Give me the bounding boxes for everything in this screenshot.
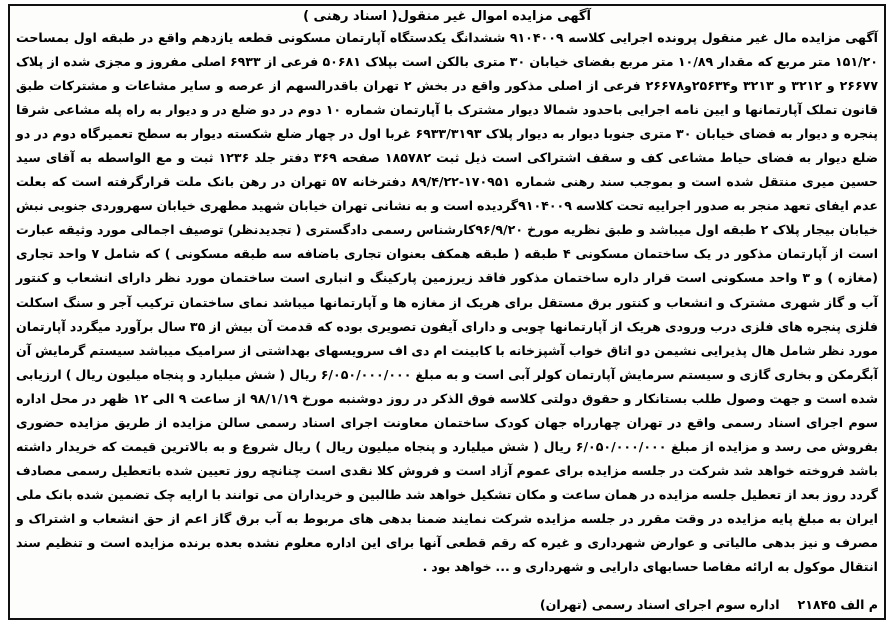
- footer-office: اداره سوم اجرای اسناد رسمی (تهران): [539, 597, 780, 612]
- notice-title: آگهی مزایده اموال غیر منقول( اسناد رهنی ): [303, 9, 591, 24]
- notice-body: آگهی مزایده مال غیر منقول پرونده اجرایی کلاسه ۹۱۰۴۰۰۹ ششدانگ یکدستگاه آپارتمان مسکونی قطعه یازدهم واقع در طبقه اول بمساحت ۱۵۱/۲۰ متر مربع که مقدار ۱۰/۸۹ متر مربع بفضای خیابان ۳۰ متری بالکن است بپلاک ۵۰۶۸۱ فرعی از ۶۹۳۳ اصلی مفروز و مجزی شده از پلاک ۲۶۶۷۷ و ۳۲۱۲ و ۳۲۱۳ و۲۵۶۳۴و۲۶۶۷۸ فرعی از اصلی مذکور واقع در بخش ۲ تهران باقدرالسهم از عرصه و سایر مشاعات و مشترکات طبق قانون تملک آپارتمانها و ایین نامه اجرایی باحدود شمالا دیوار مشترک با آپارتمان شماره ۱۰ دوم در دو ضلع در و دیوار به راه پله مشاعی شرقا پنجره و دیوار به فضای خیابان ۳۰ متری جنوبا دیوار به دیوار پلاک ۶۹۳۳/۳۱۹۳ غربا اول در چهار ضلع شکسته دیوار به سطح تعمیرگاه دوم در دو ضلع دیوار به فضای حیاط مشاعی کف و سقف اشتراکی است ذیل ثبت ۱۸۵۷۸۲ صفحه ۳۶۹ دفتر جلد ۱۲۳۶ ثبت و مع الواسطه به آقای سید حسین میری منتقل شده است و بموجب سند رهنی شماره ۱۷۰۹۵۱-۸۹/۴/۲۲ دفترخانه ۵۷ تهران در رهن بانک ملت قرارگرفته است که بعلت عدم ایفای تعهد منجر به صدور اجراییه تحت کلاسه ۹۱۰۴۰۰۹گردیده است و به نشانی تهران خیابان شهید مطهری خیابان سهروردی جنوبی نبش خیابان بیجار پلاک ۲ طبقه اول میباشد و طبق نظریه مورخ ۹۶/۹/۲۰کارشناس رسمی دادگستری ( تجدیدنظر) توصیف اجمالی مورد وثیقه عبارت است از آپارتمان مذکور در یک ساختمان مسکونی ۴ طبقه ( طبقه همکف بعنوان تجاری باضافه سه طبقه مسکونی ) که شامل ۷ واحد تجاری (مغازه ) و ۳ واحد مسکونی است قرار داره ساختمان مذکور فاقد زیرزمین پارکینگ و انباری است ساختمان مورد نظر دارای انشعاب و کنتور آب و گاز شهری مشترک و انشعاب و کنتور برق مستقل برای هریک از مغازه ها و آپارتمانها میباشد نمای ساختمان ترکیب آجر و سنگ اسکلت فلزی پنجره های فلزی درب ورودی هریک از آپارتمانها چوبی و دارای آیفون تصویری بوده که قدمت آن بیش از ۳۵ سال برآورد میگردد آپارتمان مورد نظر شامل هال پذیرایی نشیمن دو اتاق خواب آشپزخانه با کابینت ام دی اف سرویسهای بهداشتی از سرامیک میباشد سیستم گرمایش آن آبگرمکن و بخاری گازی و سیستم سرمایش آپارتمان کولر آبی است و به مبلغ ۶/۰۵۰/۰۰۰/۰۰۰ ریال ( شش میلیارد و پنجاه میلیون ریال ) ارزیابی شده است و جهت وصول طلب بستانکار و حقوق دولتی کلاسه فوق الذکر در روز دوشنبه مورخ ۹۸/۱/۱۹ از ساعت ۹ الی ۱۲ ظهر در محل اداره سوم اجرای اسناد رسمی واقع در تهران چهارراه جهان کودک ساختمان معاونت اجرای اسناد رسمی سالن مزایده از طریق مزایده حضوری بفروش می رسد و مزایده از مبلغ ۶/۰۵۰/۰۰۰/۰۰۰ ریال ( شش میلیارد و پنجاه میلیون ریال ) ریال شروع و به بالاترین قیمت که خریدار داشته باشد فروخته خواهد شد شرکت در جلسه مزایده برای عموم آزاد است و فروش کلا نقدی است چنانچه روز تعیین شده باتعطیل رسمی مصادف گردد روز بعد از تعطیل جلسه مزایده در همان ساعت و مکان تشکیل خواهد شد طالبین و خریداران می توانند با ارایه چک تضمین شده بانک ملی ایران به مبلغ پایه مزایده در وقت مقرر در جلسه مزایده شرکت نمایند ضمنا بدهی های مربوط به آب برق گاز اعم از حق انشعاب و اشتراک و مصرف و نیز بدهی مالیاتی و عوارض شهرداری و غیره که رقم قطعی آنها برای این اداره معلوم نشده بعده برنده مزایده است و تنظیم سند انتقال موکول به ارائه مفاصا حسابهای دارایی و شهرداری و ... خواهد بود .: [16, 30, 879, 575]
- auction-notice: [8, 4, 886, 620]
- footer-code: م الف ۲۱۸۴۵: [797, 597, 878, 612]
- notice-footer: [522, 595, 878, 615]
